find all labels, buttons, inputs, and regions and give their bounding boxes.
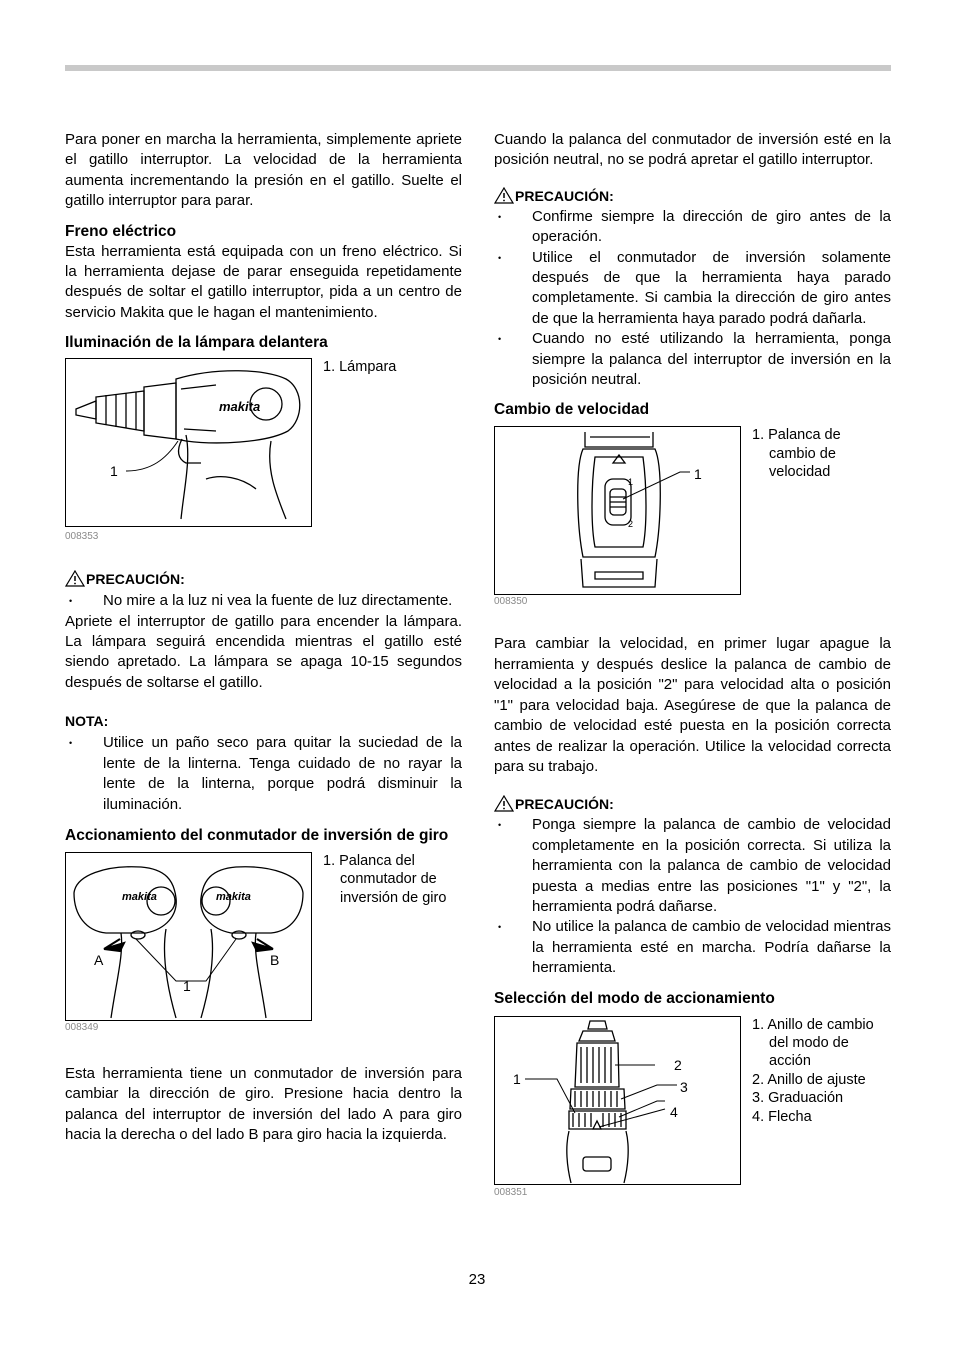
lamp-caution-heading — [65, 570, 462, 587]
mode-legend-line: del modo de — [769, 1034, 849, 1051]
reverse-legend-line: conmutador de — [340, 871, 437, 888]
caution-item: • Ponga siempre la palanca de cambio de velocidad completamente en la posición correcta. Si utiliza la herramienta con la palanca de cambio de velocidad puesta a medias entre las posiciones "1" y "2", la herramienta podrá dañarse. — [494, 815, 891, 917]
caution-heading — [494, 187, 891, 204]
page-number: 23 — [468, 1271, 486, 1288]
caution-item: • No mire a la luz ni vea la fuente de luz directamente. — [65, 591, 462, 611]
speed-legend-line: 1. Palanca de — [752, 427, 841, 444]
mode-legend-line: acción — [769, 1053, 811, 1070]
lamp-figure — [65, 358, 462, 570]
lamp-heading: Iluminación de la lámpara delantera — [65, 334, 328, 352]
brand-logo: makita — [219, 399, 261, 415]
reverse-legend-line: 1. Palanca del — [323, 852, 415, 869]
lamp-callout: 1 — [110, 463, 118, 480]
reverse-figure — [65, 852, 462, 1064]
right-column — [494, 130, 891, 1206]
label-a: A — [94, 951, 104, 968]
reverse-caution-list — [494, 207, 891, 391]
neutral-paragraph: Cuando la palanca del conmutador de inversión esté en la posición neutral, no se podrá apretar el gatillo interruptor. — [494, 131, 891, 169]
reverse-legend-line: inversión de giro — [340, 889, 447, 906]
reverse-heading: Accionamiento del conmutador de inversión de giro — [65, 826, 449, 844]
lamp-caution-list — [65, 591, 462, 611]
caution-item: • Cuando no esté utilizando la herramienta, ponga siempre la palanca del interruptor de inversión en la posición neutral. — [494, 329, 891, 390]
caution-item: • Utilice el conmutador de inversión solamente después de que la herramienta haya parado completamente. Si cambia la dirección de giro antes de que la herramienta haya parado podrá dañarla. — [494, 248, 891, 330]
mode-legend-line: 3. Graduación — [752, 1090, 844, 1107]
mode-heading: Selección del modo de accionamiento — [494, 989, 775, 1007]
reverse-switch-illustration — [66, 853, 311, 1020]
reverse-figure-frame — [65, 852, 312, 1021]
lamp-legend-item: 1. Lámpara — [323, 359, 397, 376]
drill-lamp-illustration — [66, 359, 311, 526]
caution-item: • Confirme siempre la dirección de giro antes de la operación. — [494, 207, 891, 248]
mode-callout-1: 1 — [513, 1070, 521, 1087]
speed-heading: Cambio de velocidad — [494, 401, 650, 419]
note-list — [65, 733, 462, 815]
mode-callout-3: 3 — [680, 1078, 688, 1095]
speed-callout: 1 — [694, 466, 702, 483]
lamp-figure-frame — [65, 358, 312, 527]
note-item: • Utilice un paño seco para quitar la suciedad de la lente de la linterna. Tenga cuidado de no rayar la lente de la linterna, porque podrá disminuir la iluminación. — [65, 733, 462, 815]
figure-code: 008349 — [65, 1021, 99, 1033]
header-rule — [65, 65, 891, 71]
brand-logo-left: makita — [122, 890, 157, 903]
mode-figure — [494, 1016, 891, 1206]
caution-label: PRECAUCIÓN: — [515, 796, 614, 813]
mode-legend-line: 2. Anillo de ajuste — [752, 1071, 866, 1088]
brake-paragraph: Esta herramienta está equipada con un freno eléctrico. Si la herramienta dejase de parar enseguida repetidamente después de soltar el gatillo interruptor, pida a un centro de servicio Makita que le hagan el mantenimiento. — [65, 242, 462, 321]
mode-figure-frame — [494, 1016, 741, 1185]
speed-legend-line: velocidad — [769, 464, 831, 481]
mode-ring-illustration — [495, 1017, 740, 1184]
figure-code: 008350 — [494, 596, 528, 608]
position-2: 2 — [628, 519, 634, 530]
speed-caution-heading — [494, 795, 891, 812]
label-b: B — [270, 951, 280, 968]
speed-figure — [494, 426, 891, 634]
mode-legend-line: 1. Anillo de cambio — [752, 1016, 874, 1033]
speed-paragraph: Para cambiar la velocidad, en primer lugar apague la herramienta y después deslice la palanca de cambio de velocidad a la posición "2" para velocidad alta o posición "1" para velocidad baja. Asegúrese de que la palanca de cambio de velocidad esté puesta en la posición correcta antes de realizar la operación. Utilice la velocidad correcta para su trabajo. — [494, 635, 891, 775]
left-column — [65, 130, 462, 1146]
lamp-paragraph: Apriete el interruptor de gatillo para encender la lámpara. La lámpara seguirá encendida mientras el gatillo esté siendo apretado. La lámpara se apaga 10-15 segundos después de soltarse el gatillo. — [65, 612, 462, 691]
speed-legend-line: cambio de — [769, 445, 836, 462]
warning-icon — [494, 795, 514, 812]
speed-caution-list — [494, 815, 891, 978]
position-1: 1 — [628, 477, 634, 488]
figure-code: 008351 — [494, 1186, 528, 1198]
intro-paragraph: Para poner en marcha la herramienta, simplemente apriete el gatillo interruptor. La velocidad de la herramienta aumenta incrementando la presión en el gatillo. Suelte el gatillo interruptor para parar. — [65, 131, 462, 210]
reverse-legend — [323, 852, 446, 907]
lamp-legend — [323, 358, 396, 376]
warning-icon — [494, 187, 514, 204]
mode-legend — [752, 1016, 874, 1126]
reverse-paragraph: Esta herramienta tiene un conmutador de inversión para cambiar la dirección de giro. Presione hacia dentro la palanca del interruptor de inversión del lado A para giro hacia la derecha o del lado B para giro hacia la izquierda. — [65, 1064, 462, 1144]
mode-callout-4: 4 — [670, 1103, 678, 1120]
mode-callout-2: 2 — [674, 1056, 682, 1073]
brand-logo-right: makita — [216, 890, 251, 903]
reverse-callout: 1 — [183, 977, 191, 994]
speed-lever-illustration — [495, 427, 740, 594]
caution-item: • No utilice la palanca de cambio de velocidad mientras la herramienta esté en marcha. Podría dañarse la herramienta. — [494, 917, 891, 978]
figure-code: 008353 — [65, 531, 99, 543]
caution-label: PRECAUCIÓN: — [515, 187, 614, 204]
brake-heading: Freno eléctrico — [65, 222, 177, 240]
warning-icon — [65, 570, 85, 587]
caution-label: PRECAUCIÓN: — [86, 571, 185, 588]
speed-legend — [752, 426, 841, 481]
mode-legend-line: 4. Flecha — [752, 1108, 812, 1125]
note-heading — [65, 713, 462, 729]
speed-figure-frame — [494, 426, 741, 595]
note-label: NOTA: — [65, 713, 109, 730]
